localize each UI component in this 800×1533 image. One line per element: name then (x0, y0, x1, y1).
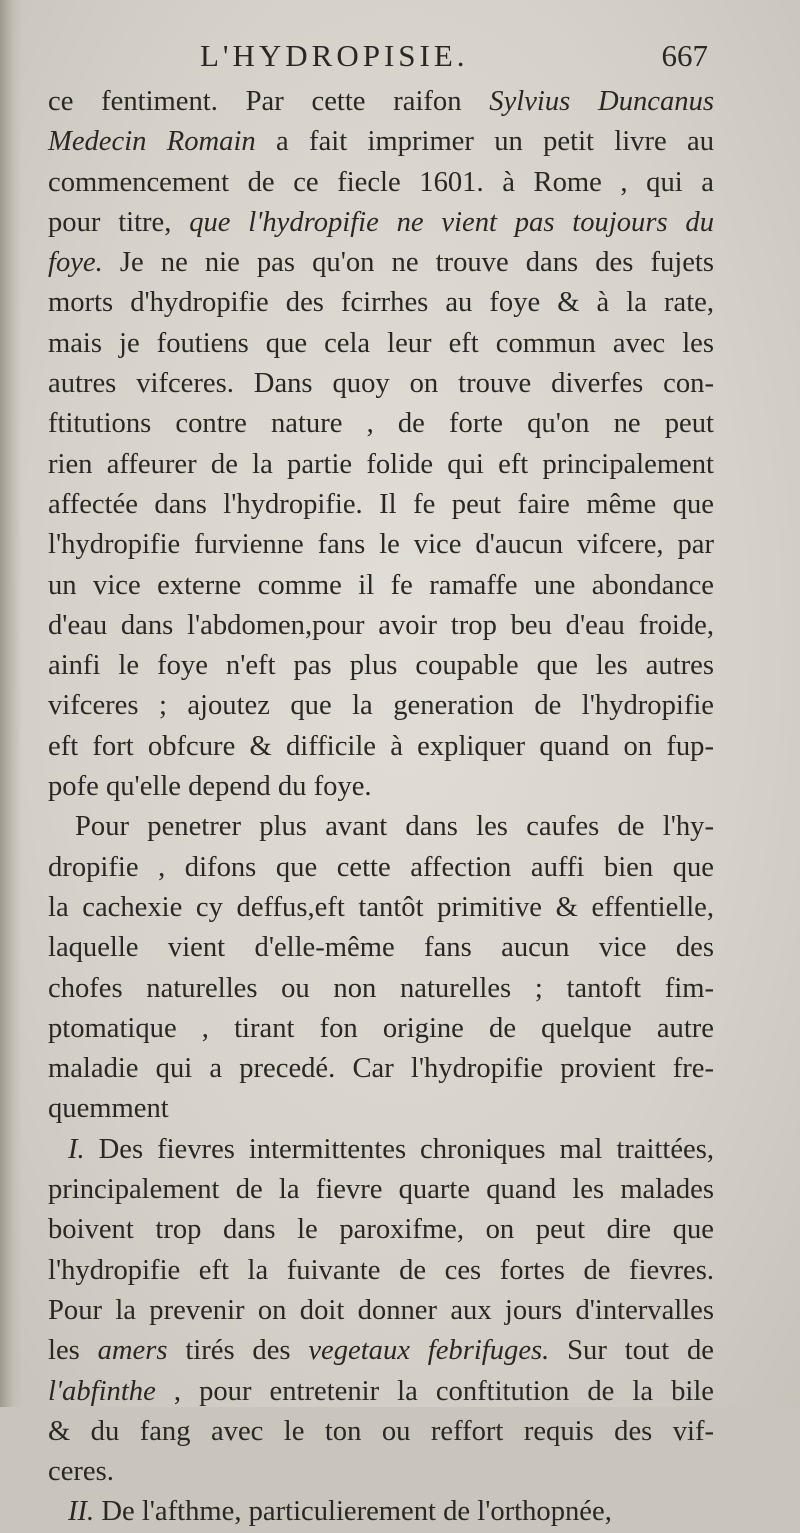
text-run: pofe qu'elle depend du foye. (48, 771, 372, 803)
text-line (48, 1170, 714, 1210)
text-line (48, 1291, 714, 1331)
text-run: l'hydropifie eft la fuivante de ces fortes de fievres. (48, 1254, 714, 1286)
text-line (48, 324, 714, 364)
text-run: , pour entretenir la conftitution de la bile (155, 1375, 714, 1407)
numbered-item-line (48, 1130, 714, 1170)
text-line (48, 404, 714, 444)
text-run: les (48, 1335, 98, 1367)
text-run: Je ne nie pas qu'on ne trouve dans des fujets (102, 247, 714, 279)
text-run: eft fort obfcure & difficile à expliquer quand on fup- (48, 730, 714, 762)
italic-run: amers (97, 1335, 168, 1367)
italic-run: vegetaux febrifuges. (308, 1335, 550, 1367)
italic-run: Medecin Romain (48, 126, 256, 158)
text-run: un vice externe comme il fe ramaffe une abondance (48, 569, 714, 601)
italic-run: foye. (48, 247, 103, 279)
text-run: ce fentiment. Par cette raifon (48, 86, 490, 117)
text-run: ainfi le foye n'eft pas plus coupable que les autres (48, 650, 714, 682)
italic-run: l'abfinthe (48, 1375, 156, 1407)
paragraph-first-line (48, 807, 714, 847)
text-line (48, 243, 714, 283)
running-title: L'HYDROPISIE. (200, 38, 469, 73)
text-run: boivent trop dans le paroxifme, on peut dire que (48, 1214, 714, 1246)
text-run: mais je foutiens que cela leur eft commun avec les (48, 327, 714, 359)
text-run: quemment (48, 1093, 169, 1125)
text-line (48, 848, 714, 888)
binding-gutter (0, 0, 22, 1407)
text-line (48, 1089, 714, 1129)
text-line (48, 646, 714, 686)
text-line (48, 727, 714, 767)
text-line (48, 1452, 714, 1492)
text-line (48, 525, 714, 565)
italic-run: I. (68, 1133, 85, 1165)
text-line (48, 283, 714, 323)
text-run: De l'afthme, particulierement de l'orthopnée, (94, 1496, 612, 1528)
italic-run: II. (68, 1496, 95, 1528)
text-line (48, 888, 714, 928)
text-line (48, 1210, 714, 1250)
text-run: ptomatique , tirant fon origine de quelque autre (48, 1012, 714, 1044)
text-run: ftitutions contre nature , de forte qu'on ne peut (48, 408, 714, 440)
italic-run: que l'hydropifie ne vient pas toujours du (189, 206, 714, 238)
text-run: Pour la prevenir on doit donner aux jours d'intervalles (48, 1294, 714, 1326)
text-line (48, 1331, 714, 1371)
text-run: dropifie , difons que cette affection auffi bien que (48, 851, 714, 883)
page-header (0, 38, 800, 78)
text-line (48, 969, 714, 1009)
text-run: maladie qui a precedé. Car l'hydropifie provient fre- (48, 1053, 714, 1085)
text-run: Pour penetrer plus avant dans les caufes de l'hy- (75, 811, 714, 843)
text-run: principalement de la fievre quarte quand les malades (48, 1174, 714, 1206)
text-line (48, 203, 714, 243)
text-line (48, 163, 714, 203)
text-line (48, 566, 714, 606)
text-line (48, 1412, 714, 1452)
numbered-item-line (48, 1492, 714, 1532)
text-line (48, 606, 714, 646)
text-line (48, 1009, 714, 1049)
text-run: tirés des (167, 1335, 309, 1367)
text-run: affectée dans l'hydropifie. Il fe peut faire même que (48, 488, 714, 520)
text-line (48, 364, 714, 404)
text-line (48, 485, 714, 525)
text-line (48, 1251, 714, 1291)
italic-run: Sylvius Duncanus (489, 86, 715, 117)
text-line (48, 82, 714, 122)
text-run: la cachexie cy deffus,eft tantôt primitive & effentielle, (48, 891, 714, 923)
text-run: a fait imprimer un petit livre au (255, 126, 714, 158)
text-run: d'eau dans l'abdomen,pour avoir trop beu d'eau froide, (48, 609, 714, 641)
text-line (48, 767, 714, 807)
text-line (48, 1372, 714, 1412)
text-run: Des fievres intermittentes chroniques mal traittées, (84, 1133, 714, 1165)
text-run: & du fang avec le ton ou reffort requis des vif- (48, 1415, 714, 1447)
text-run: chofes naturelles ou non naturelles ; tantoft fim- (48, 972, 714, 1004)
page-number: 667 (661, 38, 708, 73)
text-run: autres vifceres. Dans quoy on trouve diverfes con- (48, 368, 714, 400)
text-run: vifceres ; ajoutez que la generation de l'hydropifie (48, 690, 714, 722)
text-line (48, 1049, 714, 1089)
text-line (48, 122, 714, 162)
text-run: laquelle vient d'elle-même fans aucun vice des (48, 932, 714, 964)
text-line (48, 928, 714, 968)
text-run: Sur tout de (549, 1335, 715, 1367)
text-run: ceres. (48, 1456, 114, 1488)
text-run: commencement de ce fiecle 1601. à Rome , qui a (48, 166, 714, 198)
body-text (48, 82, 714, 1533)
text-run: pour titre, (48, 206, 190, 238)
text-run: rien affeurer de la partie folide qui eft principalement (48, 448, 714, 480)
text-line (48, 445, 714, 485)
text-run: morts d'hydropifie des fcirrhes au foye & à la rate, (48, 287, 714, 319)
text-line (48, 686, 714, 726)
text-run: l'hydropifie furvienne fans le vice d'aucun vifcere, par (48, 529, 714, 561)
